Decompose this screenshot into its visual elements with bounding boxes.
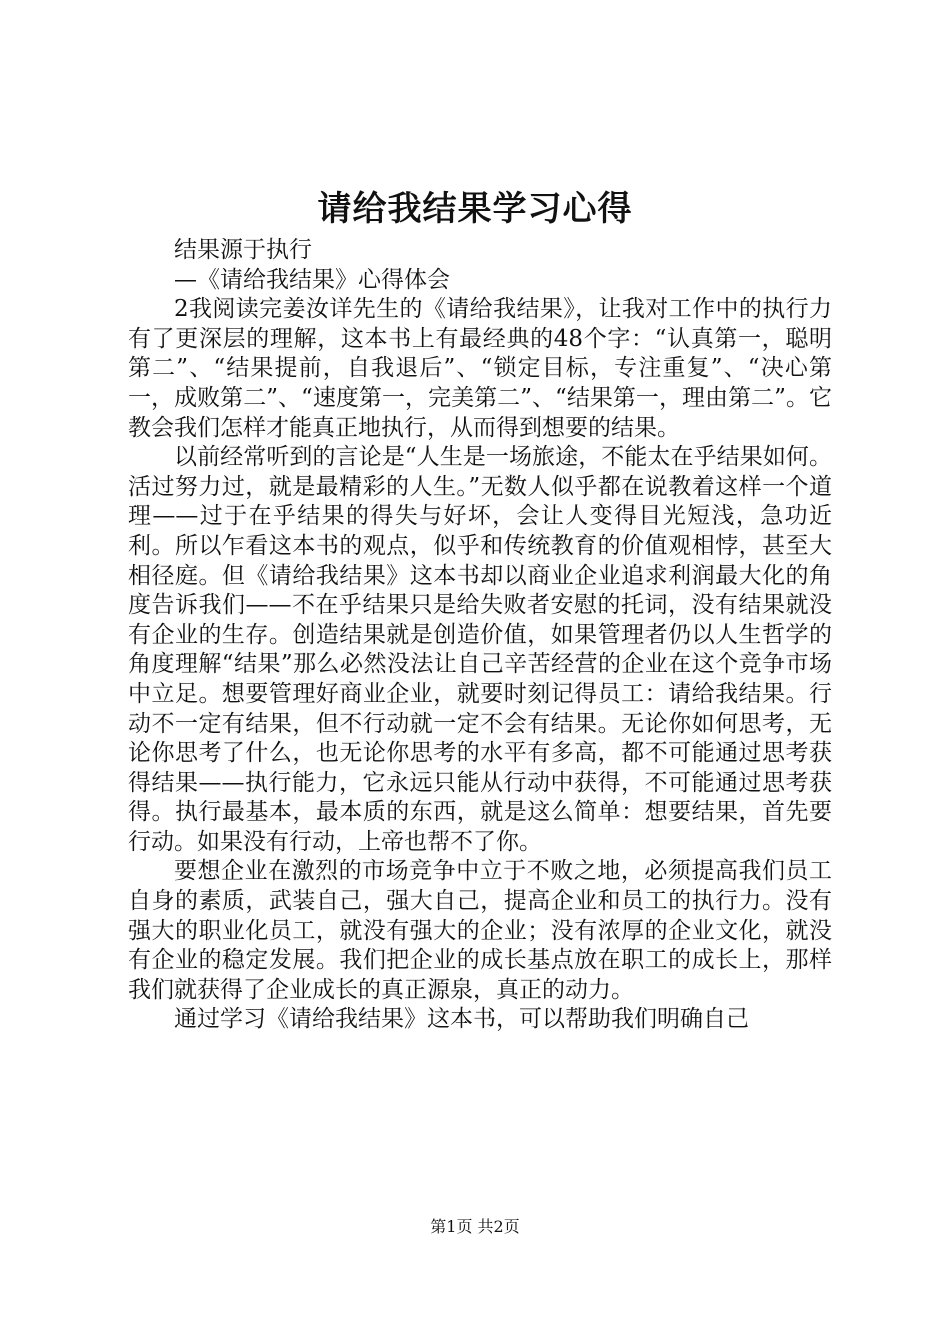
body-paragraph: 通过学习《请给我结果》这本书，可以帮助我们明确自己 [174,1006,749,1033]
document-title: 请给我结果学习心得 [317,189,633,229]
subtitle-line: —《请给我结果》心得体会 [174,266,450,293]
body-paragraph: 2我阅读完姜汝详先生的《请给我结果》，让我对工作中的执行力有了更深层的理解，这本书上有最经典的48个字：“认真第一，聪明第二”、“结果提前，自我退后”、“锁定目标，专注重复”、“决心第一，成败第二”、“速度第一，完美第二”、“结果第一，理由第二”。它教会我们怎样才能真正地执行，从而得到想要的结果。 [128,296,832,441]
page-number-footer: 第1页 共2页 [430,1217,520,1236]
body-paragraph: 要想企业在激烈的市场竞争中立于不败之地，必须提高我们员工自身的素质，武装自己，强大自己，提高企业和员工的执行力。没有强大的职业化员工，就没有强大的企业；没有浓厚的企业文化，就没有企业的稳定发展。我们把企业的成长基点放在职工的成长上，那样我们就获得了企业成长的真正源泉，真正的动力。 [128,858,832,1003]
body-paragraph: 以前经常听到的言论是“人生是一场旅途，不能太在乎结果如何。活过努力过，就是最精彩的人生。”无数人似乎都在说教着这样一个道理——过于在乎结果的得失与好坏，会让人变得目光短浅，急功近利。所以乍看这本书的观点，似乎和传统教育的价值观相悖，甚至大相径庭。但《请给我结果》这本书却以商业企业追求利润最大化的角度告诉我们——不在乎结果只是给失败者安慰的托词，没有结果就没有企业的生存。创造结果就是创造价值，如果管理者仍以人生哲学的角度理解“结果”那么必然没法让自己辛苦经营的企业在这个竞争市场中立足。想要管理好商业企业，就要时刻记得员工：请给我结果。行动不一定有结果，但不行动就一定不会有结果。无论你如何思考，无论你思考了什么，也无论你思考的水平有多高，都不可能通过思考获得结果——执行能力，它永远只能从行动中获得，不可能通过思考获得。执行最基本，最本质的东西，就是这么简单：想要结果，首先要行动。如果没有行动，上帝也帮不了你。 [128,444,832,855]
subtitle-line: 结果源于执行 [174,237,312,263]
document-body [128,236,832,1035]
